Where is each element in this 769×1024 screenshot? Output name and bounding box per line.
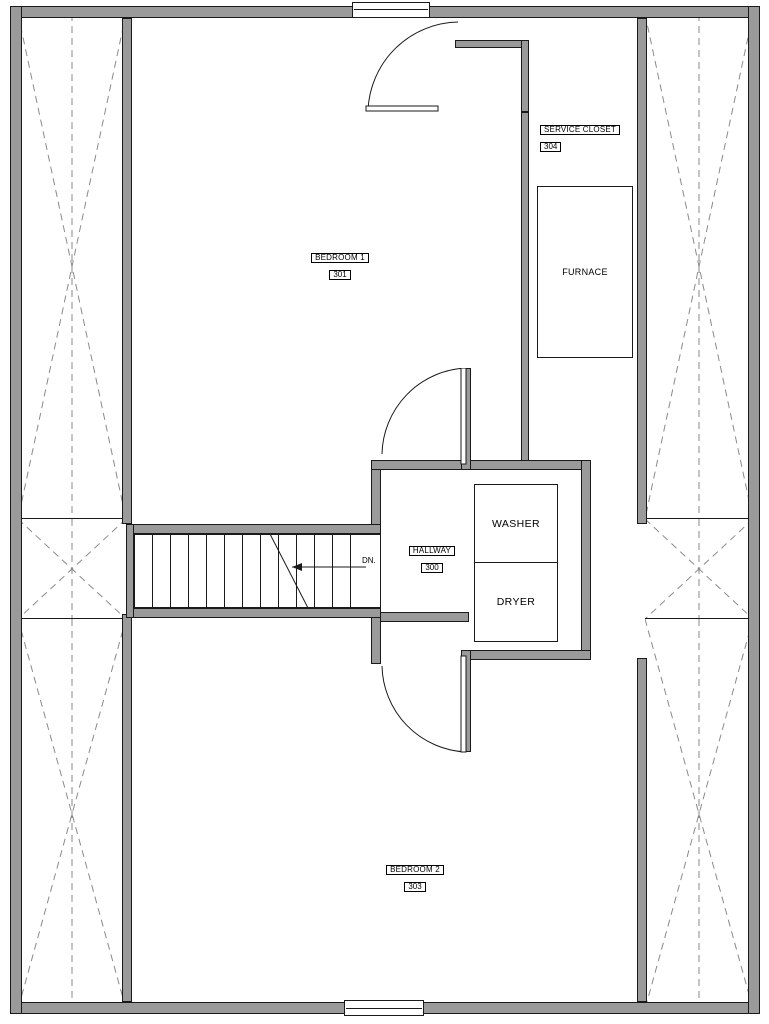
room-name: BEDROOM 1	[311, 253, 369, 263]
hatch-divider-right-2	[645, 618, 753, 619]
stair-tread	[188, 535, 189, 607]
hallway-wall-top-right	[461, 460, 591, 470]
interior-wall-left-upper	[122, 18, 132, 524]
service-closet-wall	[521, 40, 529, 112]
hatch-left-lower	[18, 619, 126, 1009]
stair-wall-left	[126, 524, 134, 618]
hatch-right-mid	[645, 519, 753, 619]
room-label-hallway	[389, 541, 475, 575]
window-top	[352, 2, 430, 18]
stair-direction-arrow	[260, 534, 380, 608]
room-name: SERVICE CLOSET	[540, 125, 620, 135]
hallway-wall-bottom	[371, 612, 469, 622]
hatch-divider-left-2	[18, 618, 126, 619]
exterior-wall-left	[10, 6, 22, 1014]
stair-tread	[152, 535, 153, 607]
room-number: 304	[540, 142, 561, 152]
stair-tread	[170, 535, 171, 607]
washer-unit: WASHER	[474, 484, 558, 564]
room-number: 303	[404, 882, 425, 892]
stair-tread	[242, 535, 243, 607]
hatch-divider-left-1	[18, 518, 126, 519]
room-number: 301	[329, 270, 350, 280]
window-bottom-pane	[346, 1008, 422, 1009]
stair-wall-top	[126, 524, 381, 534]
interior-wall-right-upper	[637, 18, 647, 524]
hallway-wall-laundry-right	[581, 460, 591, 660]
stair-tread	[206, 535, 207, 607]
interior-wall-left-lower	[122, 614, 132, 1002]
hatch-right-upper	[645, 14, 753, 519]
furnace-unit: FURNACE	[537, 186, 633, 358]
room-label-bedroom-1	[290, 248, 390, 282]
stair-wall-bottom	[126, 608, 381, 618]
room-label-service-closet	[540, 120, 620, 154]
window-top-pane	[354, 9, 428, 10]
dryer-unit: DRYER	[474, 562, 558, 642]
exterior-wall-right	[748, 6, 760, 1014]
hatch-left-mid	[18, 519, 126, 619]
hatch-left-upper	[18, 14, 126, 519]
door-entry-top	[362, 18, 474, 114]
room-name: BEDROOM 2	[386, 865, 444, 875]
hallway-wall-laundry-bottom	[461, 650, 591, 660]
room-number: 300	[421, 563, 442, 573]
room-name: HALLWAY	[409, 546, 455, 556]
room-label-bedroom-2	[365, 860, 465, 894]
interior-wall-right-lower	[637, 658, 647, 1002]
hatch-divider-right-1	[645, 518, 753, 519]
stair-direction-label: DN.	[362, 556, 376, 565]
door-bedroom-2	[378, 650, 474, 754]
door-bedroom-1	[378, 368, 474, 472]
service-closet-wall-lower	[521, 112, 529, 468]
hatch-right-lower	[645, 619, 753, 1009]
stair-tread	[224, 535, 225, 607]
